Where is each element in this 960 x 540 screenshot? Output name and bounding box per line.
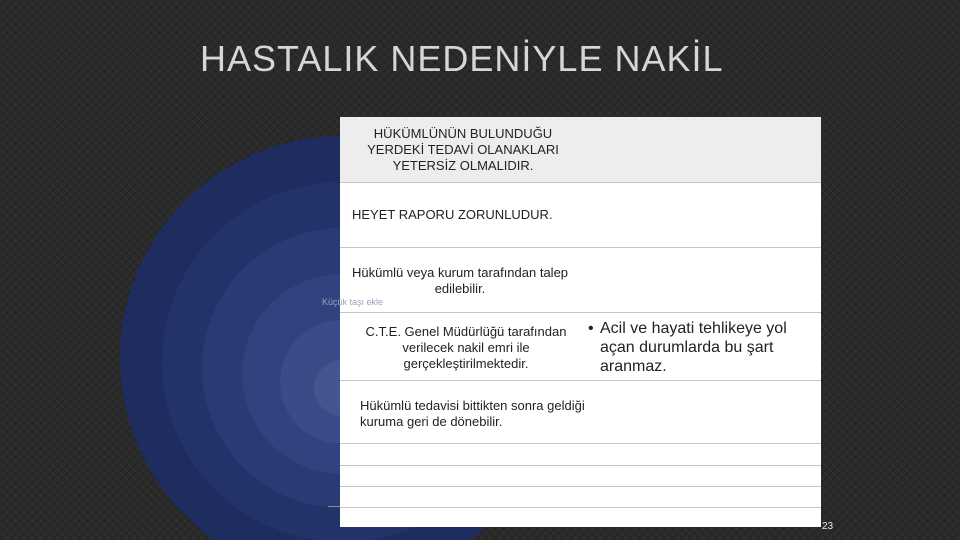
bullet-dot: • bbox=[588, 320, 594, 337]
row-divider bbox=[340, 247, 821, 248]
row-text-2: HEYET RAPORU ZORUNLUDUR. bbox=[352, 207, 553, 222]
row-divider bbox=[340, 465, 821, 466]
page-number: 23 bbox=[822, 521, 834, 532]
accent-line bbox=[328, 506, 340, 507]
row-divider bbox=[340, 486, 821, 487]
slide-title: HASTALIK NEDENİYLE NAKİL bbox=[200, 38, 724, 79]
row-divider bbox=[340, 312, 821, 313]
row-divider bbox=[340, 443, 821, 444]
bullet-note-text: Acil ve hayati tehlikeye yol açan durumlarda bu şart aranmaz. bbox=[600, 320, 787, 375]
bullet-note bbox=[588, 319, 813, 376]
row-divider bbox=[340, 507, 821, 508]
row-divider bbox=[340, 182, 821, 183]
row-text-3: Hükümlü veya kurum tarafından talep edilebilir. bbox=[351, 265, 569, 296]
hint-text: Küçük taşı ekle bbox=[322, 297, 384, 307]
row-text-4: C.T.E. Genel Müdürlüğü tarafından verilecek nakil emri ile gerçekleştirilmektedir. bbox=[365, 324, 567, 371]
row-text-5: Hükümlü tedavisi bittikten sonra geldiği kuruma geri de dönebilir. bbox=[360, 398, 585, 429]
row-divider bbox=[340, 380, 821, 381]
row-text-1: HÜKÜMLÜNÜN BULUNDUĞU YERDEKİ TEDAVİ OLANAKLARI YETERSİZ OLMALIDIR. bbox=[367, 126, 559, 173]
